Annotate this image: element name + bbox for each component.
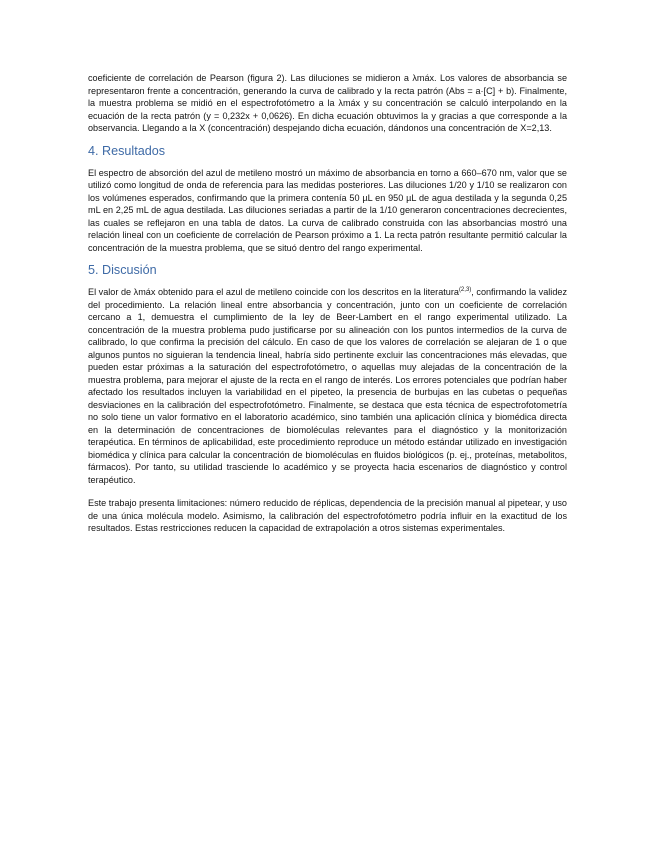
discussion-heading: 5. Discusión xyxy=(88,263,157,277)
citation-reference: (2,3) xyxy=(458,287,472,293)
results-paragraph: El espectro de absorción del azul de metileno mostró un máximo de absorbancia en torno a 660–670 nm, valor que se utilizó como longitud de onda de referencia para las medidas posteriores. Las diluciones 1/20 y 1/10 se realizaron con los volúmenes esperados, confirmando que la primera contenía 50 µL en 950 µL de agua destilada y la segunda 0,25 mL en 2,25 mL de agua destilada. Las diluciones seriadas a partir de la 1/10 generaron concentraciones decrecientes, las cuales se reflejaron en una tabla de datos. La curva de calibrado construida con las absorbancias mostró una relación lineal con un coeficiente de correlación de Pearson próximo a 1. La recta patrón resultante permitió calcular la concentración de la muestra problema, que se situó dentro del rango experimental. xyxy=(88,167,567,253)
discussion-text-start: El valor de λmáx obtenido para el azul de metileno coincide con los descritos en la literatura xyxy=(88,287,459,297)
methods-continuation-paragraph: coeficiente de correlación de Pearson (figura 2). Las diluciones se midieron a λmáx. Los valores de absorbancia se representaron frente a concentración, generando la curva de calibrado y la recta patrón (Abs = a·[C] + b). Finalmente, la muestra problema se midió en el espectrofotómetro a la λmáx y su concentración se calculó interpolando en la ecuación de la recta patrón (y = 0,232x + 0,0626). En dicha ecuación obtuvimos la y gracias a que corresponde a la observancia. Llegando a la X (concentración) despejando dicha ecuación, dándonos una concentración de X=2,13. xyxy=(88,73,567,133)
results-heading: 4. Resultados xyxy=(88,143,166,158)
limitations-paragraph: Este trabajo presenta limitaciones: número reducido de réplicas, dependencia de la precisión manual al pipetear, y uso de una única molécula modelo. Asimismo, la calibración del espectrofotómetro podría influir en la exactitud de los resultados. Estas restricciones reducen la capacidad de extrapolación a otros sistemas experimentales. xyxy=(88,498,567,533)
discussion-text-rest: , confirmando la validez del procedimiento. La relación lineal entre absorbancia y concentración, junto con un coeficiente de correlación cercano a 1, demuestra el cumplimiento de la ley de Beer-Lambert en el rango experimental utilizado. La concentración de la muestra problema pudo justificarse por su alineación con los puntos intermedios de la curva de calibrado, lo que confirma la precisión del cálculo. En caso de que los valores de correlación se alejaran de 1 o que algunos puntos no siguieran la tendencia lineal, habría sido pertinente excluir las concentraciones más elevadas, que pueden estar próximas a la saturación del espectrofotómetro, o aquellas muy alejadas de la concentración de la muestra problema, para mejorar el ajuste de la recta en el rango de interés. Los errores potenciales que podrían haber afectado los resultados incluyen la variabilidad en el pipeteo, la presencia de burbujas en las cubetas o pequeñas desviaciones en la calibración del espectrofotómetro. Finalmente, se destaca que esta técnica de espectrofotometría no solo tiene un valor formativo en el laboratorio académico, sino también una aplicación clínica y biomédica directa en la determinación de concentraciones de biomoléculas relevantes para el diagnóstico y la monitorización terapéutica. En términos de aplicabilidad, este procedimiento reproduce un método estándar utilizado en investigación biomédica y clínica para calcular la concentración de biomoléculas en fluidos biológicos (p. ej., proteínas, metabolitos, fármacos). Por tanto, su utilidad trasciende lo académico y se proyecta hacia escenarios de diagnóstico y control terapéutico. xyxy=(88,287,567,485)
document-page xyxy=(88,72,567,535)
discussion-paragraph xyxy=(88,286,567,486)
